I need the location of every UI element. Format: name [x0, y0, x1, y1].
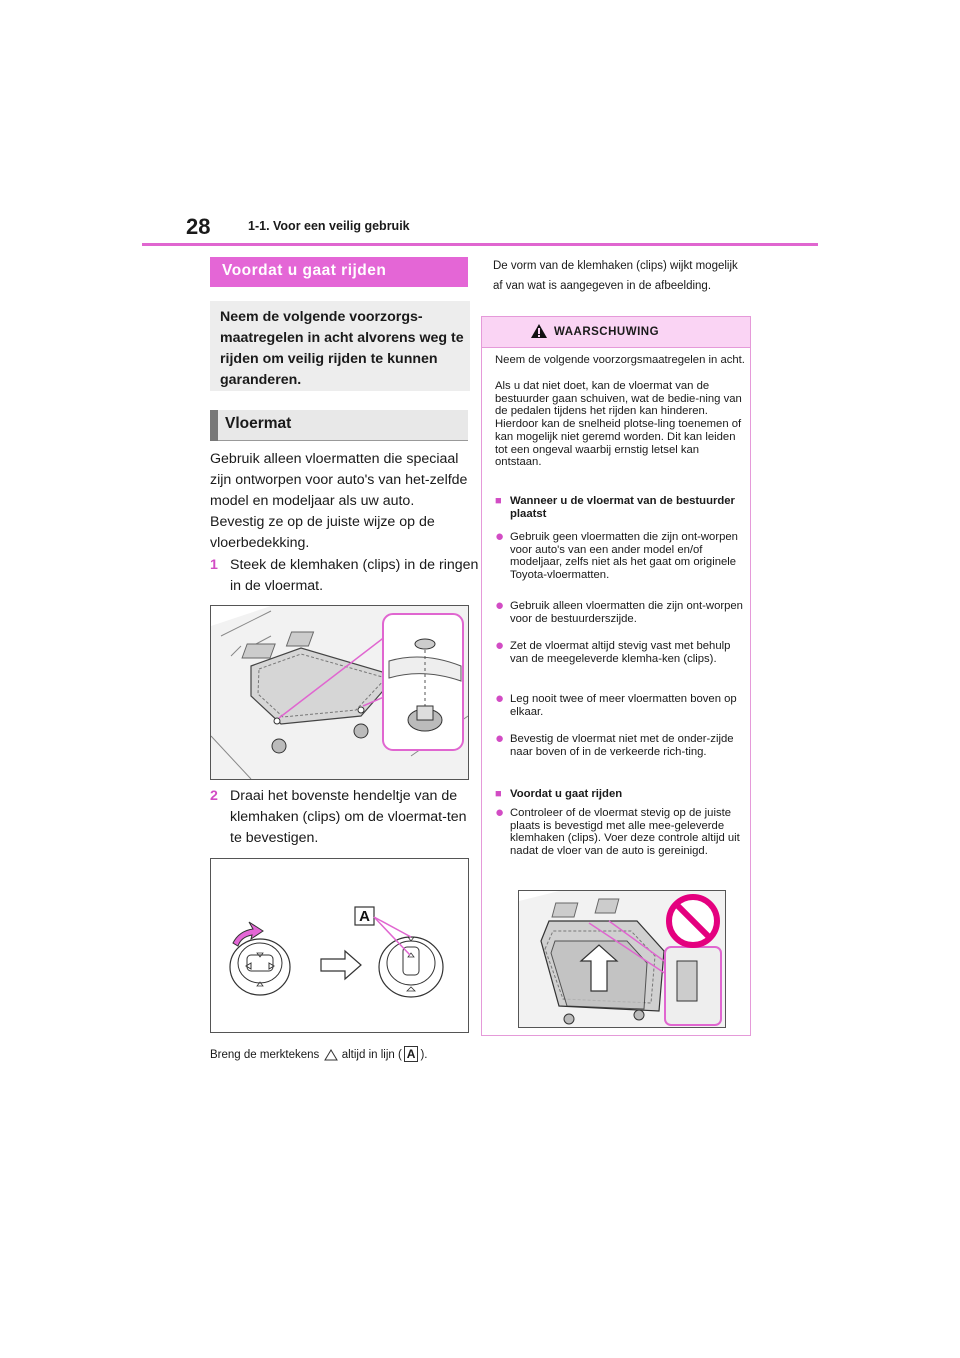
figure-caption [210, 1046, 428, 1062]
bullet-text: Bevestig de vloermat niet met de onder-zijde naar boven of in de verkeerde rich-ting. [510, 733, 734, 758]
circle-bullet-icon: ● [495, 637, 505, 654]
intro-box [210, 301, 470, 391]
caption-text: ). [420, 1049, 428, 1061]
circle-bullet-icon: ● [495, 597, 505, 614]
caption-label-a: A [404, 1046, 419, 1062]
sub-header-title: Vloermat [225, 415, 292, 432]
sub-header-bar [210, 410, 218, 441]
bullet-text: Gebruik alleen vloermatten die zijn ont-worpen voor de bestuurderszijde. [510, 600, 743, 625]
circle-bullet-icon: ● [495, 690, 505, 707]
body-paragraph: Gebruik alleen vloermatten die speciaal zijn ontworpen voor auto's van het-zelfde model en modeljaar als uw auto. Bevestig ze op de juiste wijze op de vloerbedekking. [210, 451, 468, 551]
incorrect-mat-placement-illustration [518, 890, 726, 1028]
caption-text: Breng de merktekens [210, 1049, 320, 1061]
step-text: Steek de klemhaken (clips) in de ringen in de vloermat. [230, 557, 479, 594]
warning-section-1 [495, 495, 745, 520]
warning-header [482, 317, 750, 348]
section-heading: Wanneer u de vloermat van de bestuurder plaatst [510, 495, 735, 520]
page-number: 28 [186, 214, 211, 239]
clip-rotation-illustration [210, 858, 469, 1033]
bullet-item [495, 690, 745, 718]
section-banner [210, 257, 468, 287]
warning-consequence: Als u dat niet doet, kan de vloermat van de bestuurder gaan schuiven, wat de bedie-ning van de pedalen tijdens het rijden kan hinderen. Hierdoor kan de snelheid plotse-ling toenemen of kan mogelijk niet geremd worden. Dit kan leiden tot een ongeval waarbij ernstig letsel kan ontstaan. [495, 380, 742, 469]
bullet-text: Leg nooit twee of meer vloermatten boven op elkaar. [510, 693, 737, 718]
right-intro-text: De vorm van de klemhaken (clips) wijkt mogelijk af van wat is aangegeven in de afbeelding. [493, 260, 738, 292]
warning-lead: Neem de volgende voorzorgsmaatregelen in acht. [495, 354, 745, 366]
triangle-mark-icon [323, 1048, 339, 1062]
banner-title: Voordat u gaat rijden [222, 262, 387, 279]
step-text: Draai het bovenste hendeltje van de klemhaken (clips) om de vloermat-ten te bevestigen. [230, 788, 467, 846]
bullet-item [495, 528, 745, 582]
warning-box [481, 316, 751, 1036]
header-rule [142, 243, 818, 246]
warning-triangle-icon [530, 323, 548, 339]
intro-text: Neem de volgende voorzorgs-maatregelen in acht alvorens weg te rijden om veilig rijden te kunnen garanderen. [220, 309, 464, 388]
bullet-item [495, 730, 745, 758]
caption-text: altijd in lijn ( [341, 1049, 402, 1061]
bullet-item [495, 637, 745, 665]
circle-bullet-icon: ● [495, 804, 505, 821]
step-number: 1 [210, 557, 218, 573]
step-number: 2 [210, 788, 218, 804]
figure-label-a: A [359, 908, 370, 925]
circle-bullet-icon: ● [495, 528, 505, 545]
sub-header [210, 410, 468, 441]
bullet-text: Zet de vloermat altijd stevig vast met behulp van de meegeleverde klemha-ken (clips). [510, 640, 731, 665]
warning-title: WAARSCHUWING [554, 326, 660, 338]
section-heading: Voordat u gaat rijden [510, 788, 623, 800]
square-bullet-icon: ■ [495, 495, 502, 507]
bullet-item [495, 597, 745, 625]
bullet-item [495, 804, 745, 858]
circle-bullet-icon: ● [495, 730, 505, 747]
floor-mat-clip-illustration [210, 605, 469, 780]
warning-section-2 [495, 788, 745, 801]
square-bullet-icon: ■ [495, 788, 502, 800]
bullet-text: Gebruik geen vloermatten die zijn ont-worpen voor auto's van een ander model en/of modeljaar, zelfs niet als het gaat om originele Toyota-vloermatten. [510, 531, 738, 582]
bullet-text: Controleer of de vloermat stevig op de juiste plaats is bevestigd met alle mee-geleverde klemhaken (clips). Voer deze controle altijd uit nadat de vloer van de auto is gereinigd. [510, 807, 740, 858]
section-title: 1-1. Voor een veilig gebruik [248, 219, 410, 233]
